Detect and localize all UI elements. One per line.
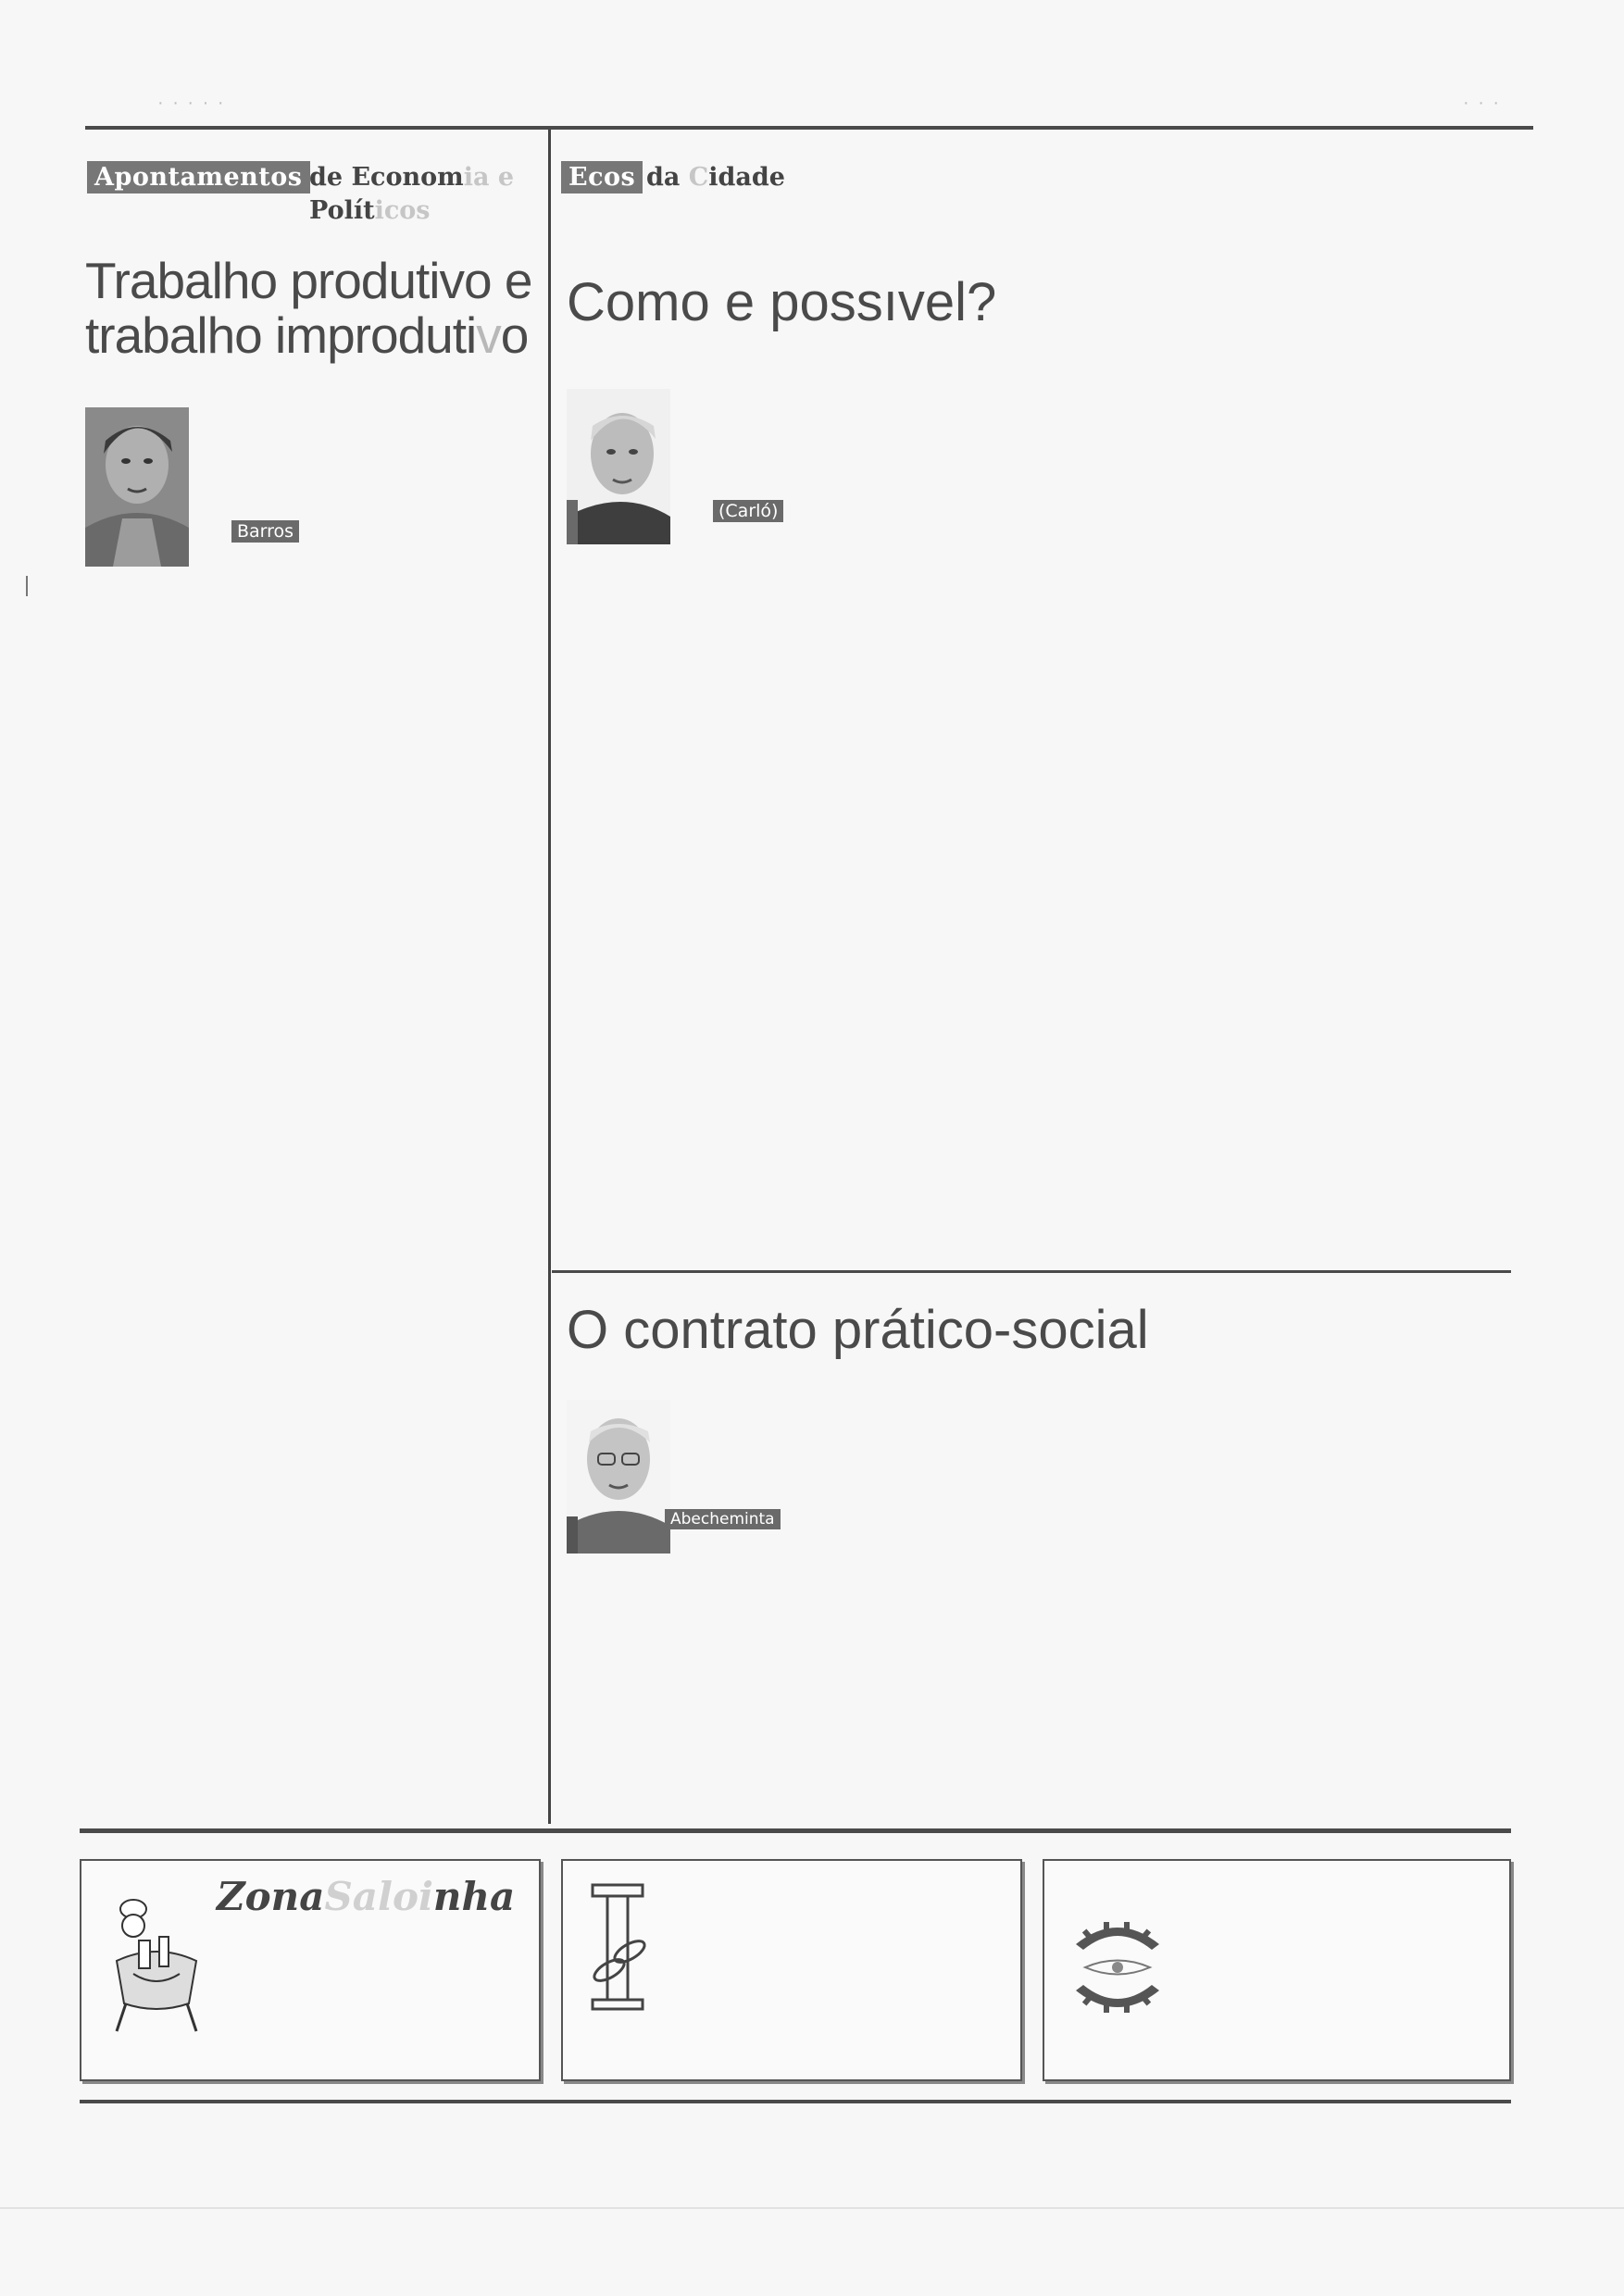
ad-zona-title-ghost: Saloi	[324, 1874, 433, 1919]
ad-zona-saloinha	[80, 1859, 541, 2081]
author-caption-carlo: (Carló)	[713, 500, 783, 522]
section-label-apontamentos: Apontamentos	[87, 161, 310, 193]
headline-trabalho-line2a: trabalho improduti	[85, 306, 477, 364]
section-label-rest	[309, 163, 514, 192]
portrait-icon	[567, 389, 670, 544]
headline-trabalho	[85, 252, 532, 364]
column-chain-logo-icon	[581, 1881, 656, 2020]
author-caption-third: Abecheminta	[665, 1509, 781, 1529]
author-photo-carlo	[567, 389, 670, 544]
headline-trabalho-line2b: o	[500, 306, 529, 364]
top-rule	[85, 126, 1533, 130]
ad-zona-title-b: nha	[432, 1874, 516, 1919]
header-faint-right: · · ·	[1463, 93, 1502, 113]
article-divider	[552, 1270, 1511, 1273]
chef-cooking-icon	[106, 1896, 207, 2035]
headline-como-e-possivel: Como e possıvel?	[567, 272, 997, 332]
portrait-icon	[85, 407, 189, 567]
headline-trabalho-line2-ghost: v	[476, 306, 501, 364]
section-label-rest-part1: de Econom	[309, 163, 464, 192]
section-label-da-cidade	[646, 163, 785, 192]
section-label-rest-ghost1: ia e	[463, 163, 515, 192]
gear-winged-emblem-icon	[1067, 1916, 1168, 2018]
ad-zona-title	[217, 1874, 515, 1919]
section-label-rest-ghost2: icos	[374, 196, 431, 225]
ads-top-rule	[80, 1828, 1511, 1833]
ad-zona-title-a: Zona	[217, 1874, 325, 1919]
section-label-ecos: Ecos	[561, 161, 643, 193]
ad-right	[1043, 1859, 1511, 2081]
section-label-cidade-ghost: C	[688, 163, 709, 192]
portrait-icon	[567, 1400, 670, 1554]
scan-mark-left	[26, 576, 28, 596]
section-label-rest-line2	[309, 196, 430, 225]
section-label-cidade: idade	[708, 163, 785, 192]
headline-trabalho-line1: Trabalho produtivo e	[85, 252, 532, 309]
ad-middle	[561, 1859, 1022, 2081]
scan-edge-bottom	[0, 2207, 1624, 2209]
section-label-da: da	[646, 163, 681, 192]
author-caption-barros: Barros	[231, 520, 299, 543]
column-divider	[548, 130, 551, 1824]
section-label-rest-part2: Polít	[309, 196, 375, 225]
header-faint-left: · · · · ·	[157, 93, 226, 113]
author-photo-third	[567, 1400, 670, 1554]
ads-bottom-rule	[80, 2100, 1511, 2103]
headline-contrato-pratico-social: O contrato prático-social	[567, 1300, 1149, 1360]
author-photo-barros	[85, 407, 189, 567]
